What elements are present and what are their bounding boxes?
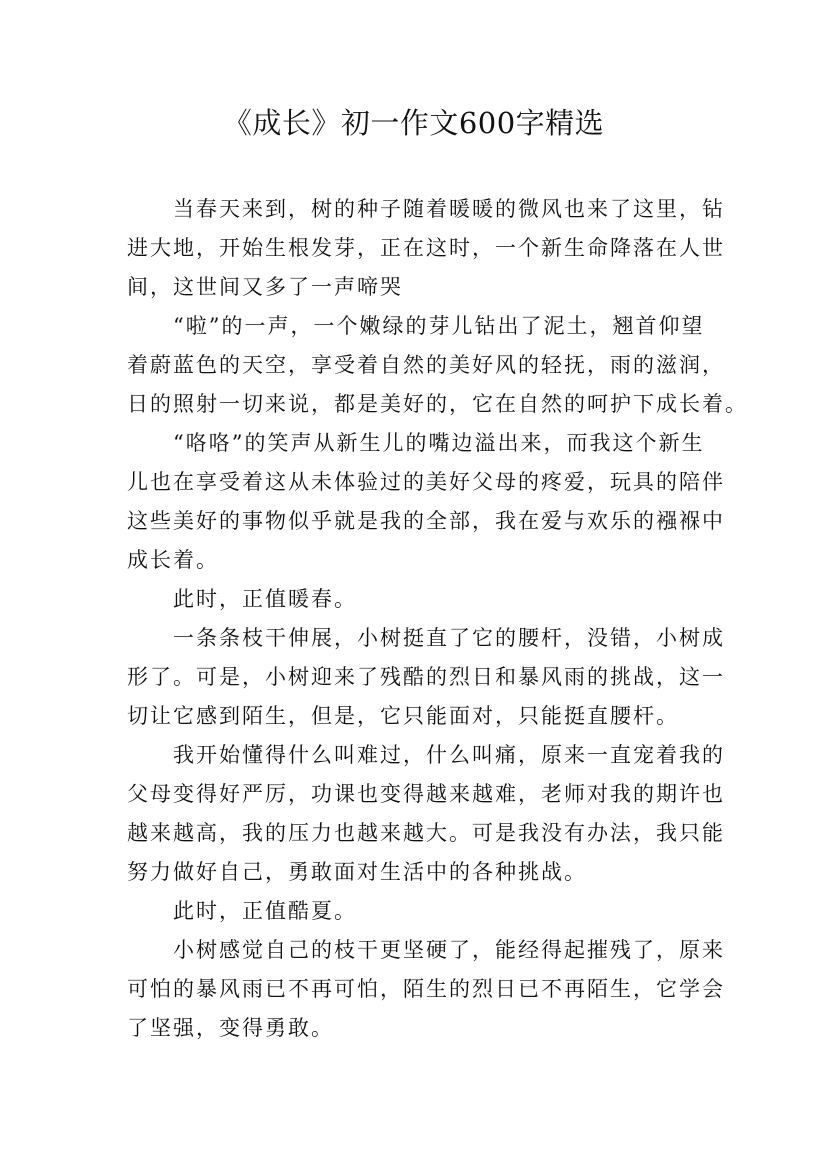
text-line: 越来越高，我的压力也越来越大。可是我没有办法，我只能 [127,821,725,845]
text-line: 成长着。 [127,548,219,572]
text-line: 切让它感到陌生，但是，它只能面对，只能挺直腰杆。 [127,704,679,728]
text-line: 日的照射一切来说，都是美好的，它在自然的呵护下成长着。 [127,392,748,416]
text-line: 这些美好的事物似乎就是我的全部，我在爱与欢乐的襁褓中 [127,509,725,533]
page-title: 《成长》初一作文600字精选 [222,106,605,140]
paragraph [127,892,703,931]
text-line: 我开始懂得什么叫难过，什么叫痛，原来一直宠着我的 [173,743,725,767]
essay-body [127,190,748,1048]
paragraph [127,931,725,1048]
text-line: 此时，正值酷夏。 [173,899,357,923]
text-line: 间，这世间又多了一声啼哭 [127,275,403,299]
text-line: 进大地，开始生根发芽，正在这时，一个新生命降落在人世 [127,236,725,260]
paragraph [127,736,725,892]
text-line: “咯咯”的笑声从新生儿的嘴边溢出来，而我这个新生 [173,431,705,455]
text-line: 形了。可是，小树迎来了残酷的烈日和暴风雨的挑战，这一 [127,665,725,689]
paragraph [127,307,748,424]
text-line: 着蔚蓝色的天空，享受着自然的美好风的轻抚，雨的滋润， [127,353,725,377]
text-line: “啦”的一声，一个嫩绿的芽儿钻出了泥土，翘首仰望 [173,314,705,338]
text-line: 了坚强，变得勇敢。 [127,1016,334,1040]
text-line: 小树感觉自己的枝干更坚硬了，能经得起摧残了，原来 [173,938,725,962]
text-line: 一条条枝干伸展，小树挺直了它的腰杆，没错，小树成 [173,626,725,650]
text-line: 可怕的暴风雨已不再可怕，陌生的烈日已不再陌生，它学会 [127,977,725,1001]
text-line: 此时，正值暖春。 [173,587,357,611]
text-line: 父母变得好严厉，功课也变得越来越难，老师对我的期许也 [127,782,725,806]
paragraph [127,619,725,736]
text-line: 努力做好自己，勇敢面对生活中的各种挑战。 [127,860,587,884]
text-line: 当春天来到，树的种子随着暖暖的微风也来了这里，钻 [173,197,725,221]
text-line: 儿也在享受着这从未体验过的美好父母的疼爱，玩具的陪伴 [127,470,725,494]
paragraph [127,424,725,580]
paragraph [127,190,725,307]
paragraph [127,580,703,619]
